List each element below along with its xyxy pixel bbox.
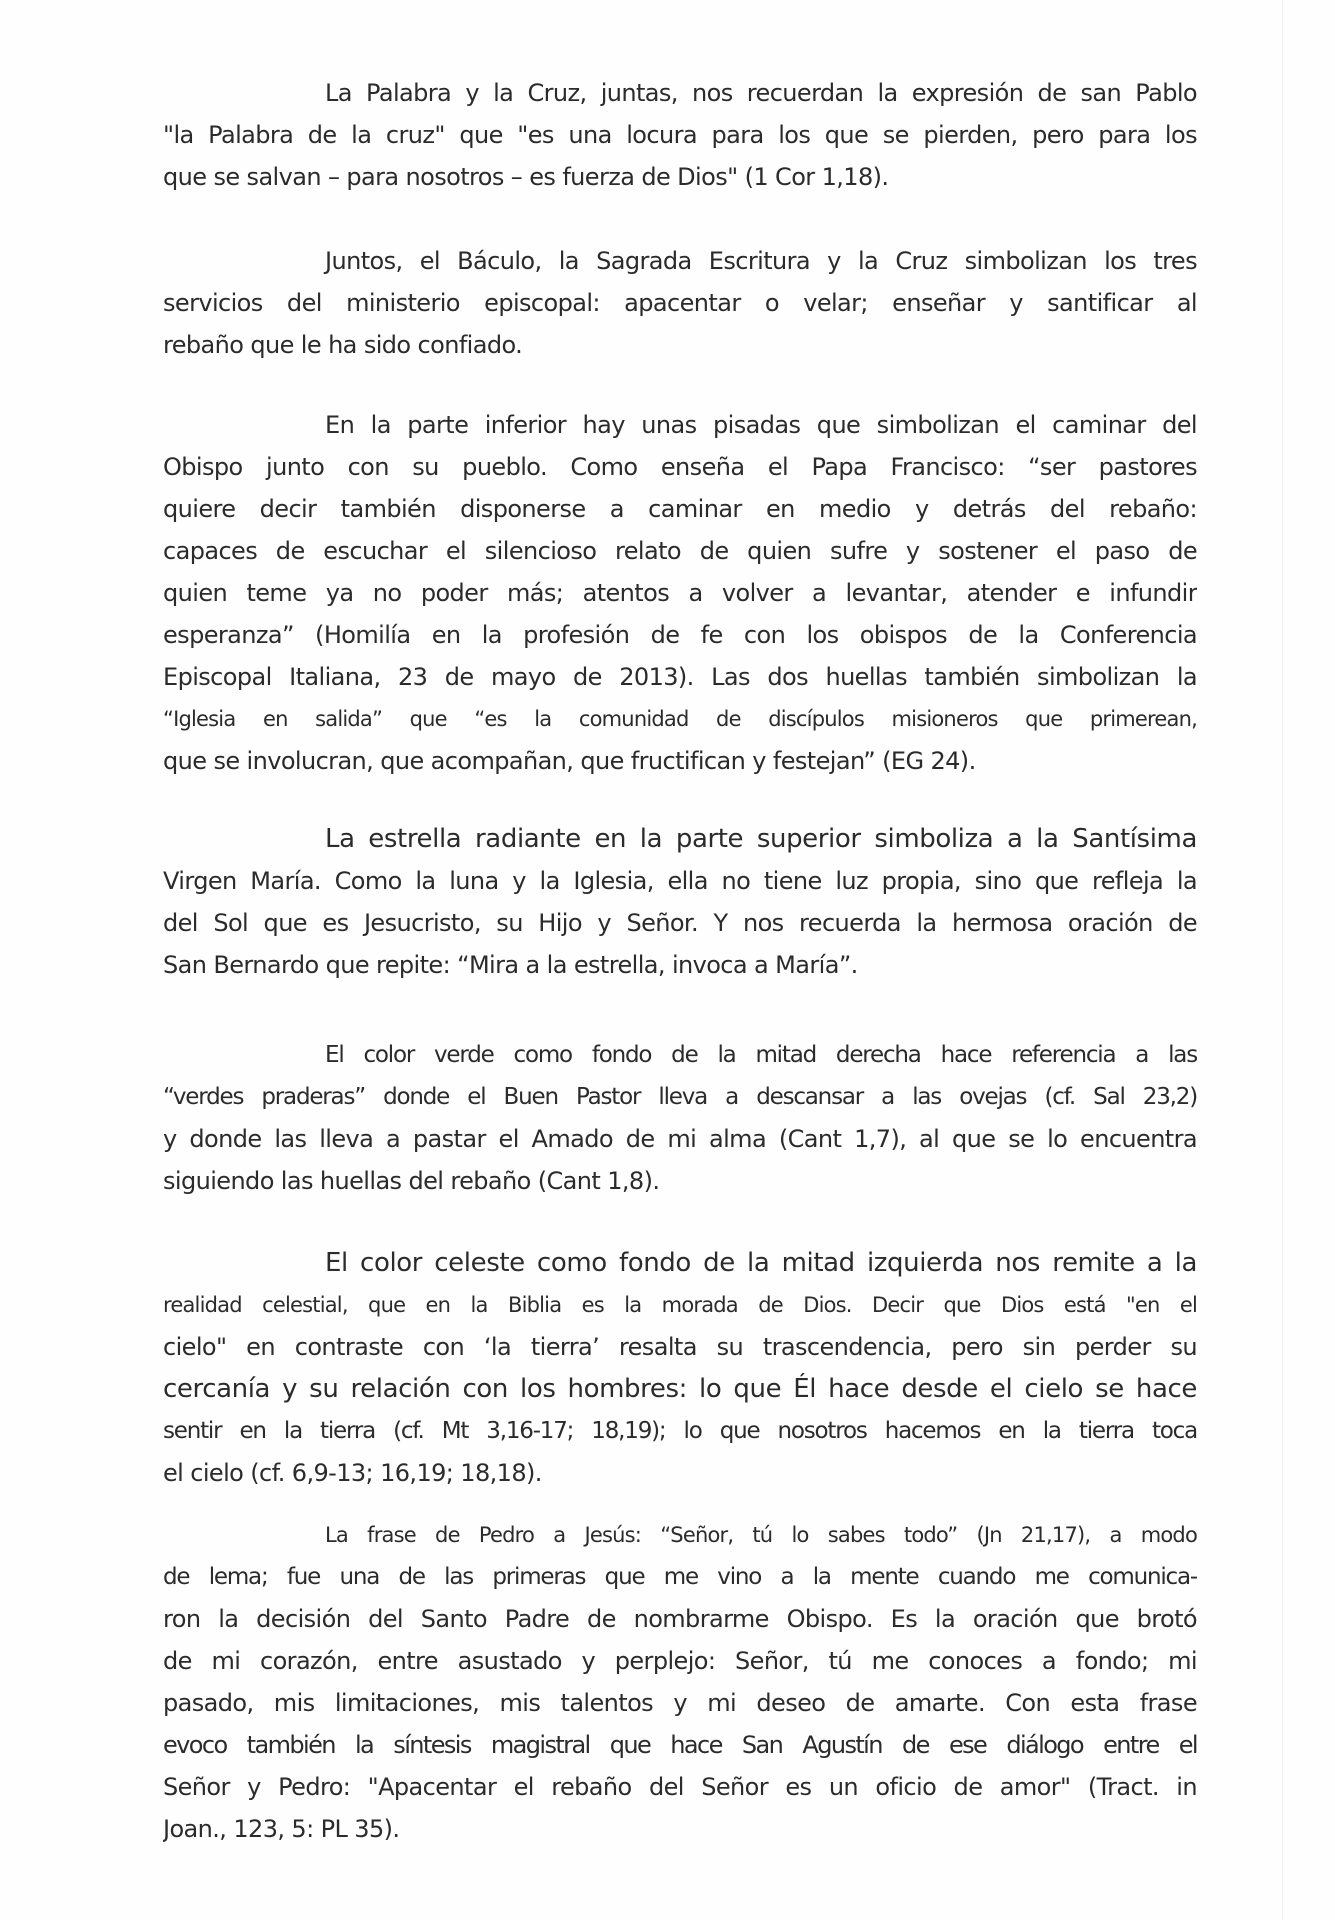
text-line: En la parte inferior hay unas pisadas que simbolizan el caminar del: [325, 411, 1197, 439]
text-line: Juntos, el Báculo, la Sagrada Escritura y la Cruz simbolizan los tres: [325, 247, 1197, 275]
text-line: cercanía y su relación con los hombres: lo que Él hace desde el cielo se hace: [163, 1374, 1197, 1404]
text-line: cielo" en contraste con ‘la tierra’ resalta su trascendencia, pero sin perder su: [163, 1333, 1197, 1361]
text-line: que se involucran, que acompañan, que fructifican y festejan” (EG 24).: [163, 747, 976, 775]
text-line: del Sol que es Jesucristo, su Hijo y Señor. Y nos recuerda la hermosa oración de: [163, 909, 1197, 937]
text-line: de lema; fue una de las primeras que me vino a la mente cuando me comunica-: [163, 1564, 1197, 1590]
text-line: capaces de escuchar el silencioso relato de quien sufre y sostener el paso de: [163, 537, 1197, 565]
text-line: El color celeste como fondo de la mitad izquierda nos remite a la: [325, 1248, 1197, 1278]
text-line: sentir en la tierra (cf. Mt 3,16-17; 18,19); lo que nosotros hacemos en la tierra toca: [163, 1418, 1197, 1444]
text-line: que se salvan – para nosotros – es fuerza de Dios" (1 Cor 1,18).: [163, 163, 889, 191]
text-line: el cielo (cf. 6,9-13; 16,19; 18,18).: [163, 1459, 542, 1487]
paragraph-color-celeste: [163, 1242, 1197, 1494]
text-line: esperanza” (Homilía en la profesión de fe con los obispos de la Conferencia: [163, 621, 1197, 649]
paragraph-color-verde: [163, 1034, 1197, 1202]
text-line: “Iglesia en salida” que “es la comunidad de discípulos misioneros que primerean,: [163, 707, 1197, 731]
text-line: realidad celestial, que en la Biblia es la morada de Dios. Decir que Dios está "en el: [163, 1293, 1197, 1317]
text-line: La frase de Pedro a Jesús: “Señor, tú lo sabes todo” (Jn 21,17), a modo: [325, 1523, 1197, 1547]
page-edge: [1282, 0, 1283, 1920]
text-line: “verdes praderas” donde el Buen Pastor lleva a descansar a las ovejas (cf. Sal 23,2): [163, 1084, 1197, 1110]
text-line: "la Palabra de la cruz" que "es una locura para los que se pierden, pero para los: [163, 121, 1197, 149]
paragraph-frase-pedro: [163, 1514, 1197, 1850]
text-line: evoco también la síntesis magistral que hace San Agustín de ese diálogo entre el: [163, 1731, 1197, 1759]
text-line: rebaño que le ha sido confiado.: [163, 331, 523, 359]
text-line: Virgen María. Como la luna y la Iglesia, ella no tiene luz propia, sino que refleja la: [163, 867, 1197, 895]
paragraph-pisadas: [163, 404, 1197, 782]
text-line: servicios del ministerio episcopal: apacentar o velar; enseñar y santificar al: [163, 289, 1197, 317]
text-line: ron la decisión del Santo Padre de nombrarme Obispo. Es la oración que brotó: [163, 1605, 1197, 1633]
paragraph-baculo: [163, 240, 1197, 366]
text-line: San Bernardo que repite: “Mira a la estrella, invoca a María”.: [163, 951, 858, 979]
text-line: Joan., 123, 5: PL 35).: [163, 1815, 400, 1843]
text-line: La Palabra y la Cruz, juntas, nos recuerdan la expresión de san Pablo: [325, 79, 1197, 107]
text-line: Señor y Pedro: "Apacentar el rebaño del Señor es un oficio de amor" (Tract. in: [163, 1773, 1197, 1801]
text-line: La estrella radiante en la parte superior simboliza a la Santísima: [325, 824, 1197, 854]
text-line: quiere decir también disponerse a caminar en medio y detrás del rebaño:: [163, 495, 1197, 523]
paragraph-palabra-cruz: [163, 72, 1197, 198]
text-line: El color verde como fondo de la mitad derecha hace referencia a las: [325, 1042, 1197, 1068]
text-line: siguiendo las huellas del rebaño (Cant 1,8).: [163, 1167, 660, 1195]
text-line: de mi corazón, entre asustado y perplejo: Señor, tú me conoces a fondo; mi: [163, 1647, 1197, 1675]
text-line: y donde las lleva a pastar el Amado de mi alma (Cant 1,7), al que se lo encuentra: [163, 1125, 1197, 1153]
text-line: pasado, mis limitaciones, mis talentos y mi deseo de amarte. Con esta frase: [163, 1689, 1197, 1717]
paragraph-estrella: [163, 818, 1197, 986]
text-line: Episcopal Italiana, 23 de mayo de 2013). Las dos huellas también simbolizan la: [163, 663, 1197, 691]
text-line: Obispo junto con su pueblo. Como enseña el Papa Francisco: “ser pastores: [163, 453, 1197, 481]
text-line: quien teme ya no poder más; atentos a volver a levantar, atender e infundir: [163, 579, 1197, 607]
